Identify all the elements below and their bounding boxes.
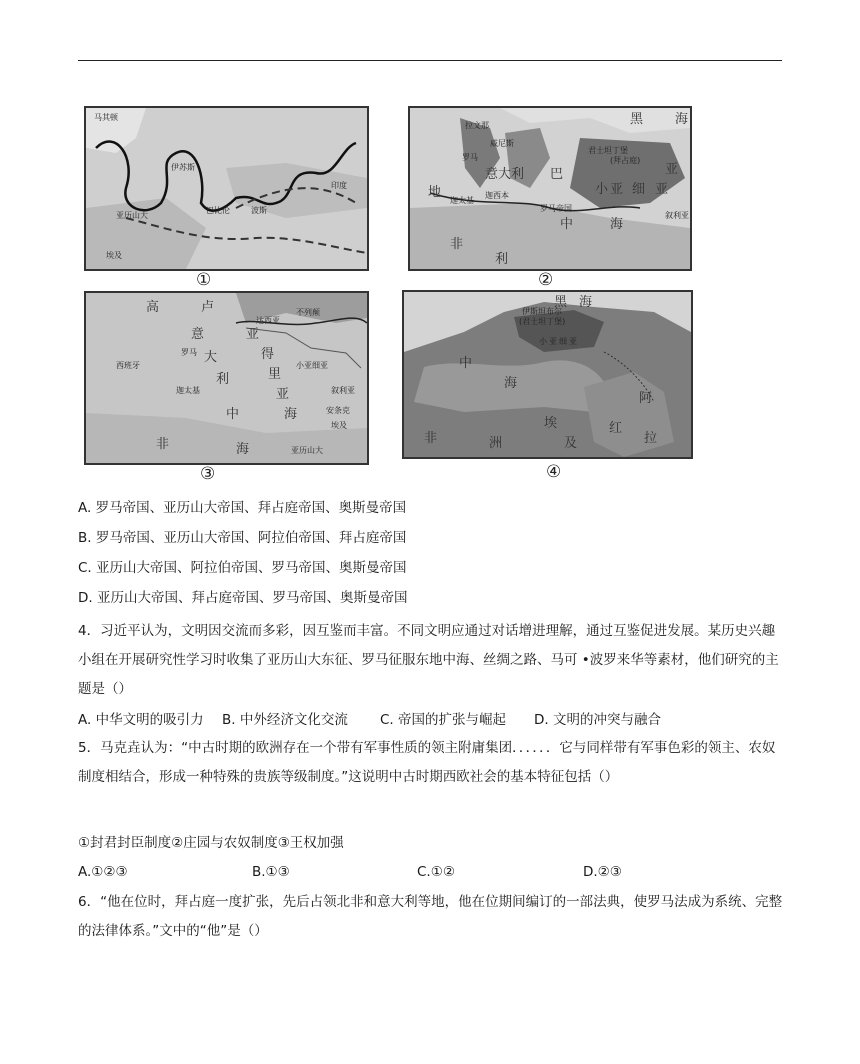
map-3-label: 西班牙	[116, 361, 140, 370]
map-2-label: 亚	[655, 182, 669, 197]
map-3-label: 亚	[276, 387, 290, 402]
map-2-label: 海	[675, 112, 689, 127]
map-3-label: 卢	[201, 300, 215, 315]
map-4-label: 海	[579, 295, 593, 310]
map-4-label: 中	[459, 356, 473, 371]
q3-option-a[interactable]: A. 罗马帝国、亚历山大帝国、拜占庭帝国、奥斯曼帝国	[78, 500, 407, 516]
map-4-label: 亚	[569, 337, 577, 346]
map-3-label: 亚历山大	[291, 446, 323, 455]
map-1-label: 伊苏斯	[171, 163, 195, 172]
map-4-label: 阿	[639, 391, 653, 406]
map-4-label: 伊斯坦布尔	[522, 307, 562, 316]
map-4-label: (君士坦丁堡)	[519, 317, 566, 326]
map-3-label: 大	[204, 350, 218, 365]
map-4-label: 亚	[549, 337, 557, 346]
q4-option-a[interactable]: A. 中华文明的吸引力	[78, 712, 204, 728]
map-2-label: 地	[428, 185, 442, 200]
map-3-label: 埃及	[331, 421, 347, 430]
map-2-label: 拉文那	[465, 121, 489, 130]
map-4-label: 非	[424, 431, 438, 446]
map-4-graphic	[404, 292, 691, 457]
map-3-label: 达西亚	[256, 316, 280, 325]
map-3-label: 非	[156, 437, 170, 452]
map-4-label: 细	[559, 337, 567, 346]
map-4-label: 埃	[544, 416, 558, 431]
map-2-label: 利	[495, 252, 509, 267]
map-3-label: 得	[261, 347, 275, 362]
map-1-label: 波斯	[251, 206, 267, 215]
map-3-label: 高	[146, 300, 160, 315]
q4-option-d[interactable]: D. 文明的冲突与融合	[534, 712, 661, 728]
map-4-number: ④	[546, 462, 562, 482]
map-1-label: 巴比伦	[206, 206, 230, 215]
map-2-label: 迦西本	[485, 191, 509, 200]
map-1-alexander-empire	[84, 106, 369, 271]
map-3-number: ③	[200, 464, 216, 484]
map-3-label: 海	[284, 407, 298, 422]
map-3-label: 罗马	[181, 348, 197, 357]
map-2-label: 黑	[630, 112, 644, 127]
map-2-label: 非	[450, 237, 464, 252]
map-4-label: 及	[564, 436, 578, 451]
map-3-label: 小亚细亚	[296, 361, 328, 370]
map-2-label: 威尼斯	[490, 139, 514, 148]
map-2-label: 中	[560, 217, 574, 232]
map-3-label: 里	[268, 367, 282, 382]
map-3-label: 不列颠	[296, 308, 320, 317]
map-1-label: 亚历山大	[116, 211, 148, 220]
header-rule	[78, 60, 782, 61]
map-4-label: 黑	[554, 295, 568, 310]
q3-option-c[interactable]: C. 亚历山大帝国、阿拉伯帝国、罗马帝国、奥斯曼帝国	[78, 560, 407, 576]
map-4-label: 红	[609, 421, 623, 436]
map-2-byzantine-empire	[408, 106, 692, 271]
map-3-label: 中	[226, 407, 240, 422]
map-2-label: 罗马帝国	[540, 204, 572, 213]
q3-option-d[interactable]: D. 亚历山大帝国、拜占庭帝国、罗马帝国、奥斯曼帝国	[78, 590, 408, 606]
map-3-roman-empire	[84, 291, 369, 465]
map-3-label: 安条克	[326, 406, 350, 415]
map-1-label: 马其顿	[94, 113, 118, 122]
q5-option-a[interactable]: A.①②③	[78, 864, 128, 880]
map-4-ottoman-empire	[402, 290, 693, 459]
q5-option-b[interactable]: B.①③	[252, 864, 290, 880]
map-4-label: 洲	[489, 436, 503, 451]
q5-option-c[interactable]: C.①②	[417, 864, 455, 880]
q5-stem: 5．马克垚认为：“中古时期的欧洲存在一个带有军事性质的领主附庸集团．．．．．．它与同样带有军事色彩的领主、农奴制度相结合，形成一种特殊的贵族等级制度。”这说明中古时期西欧社会的基本特征包括（）	[78, 740, 776, 785]
map-1-label: 埃及	[106, 251, 122, 260]
map-4-label: 拉	[644, 431, 658, 446]
map-2-label: 细	[632, 182, 646, 197]
map-2-label: 亚	[610, 182, 624, 197]
map-4-label: 小	[539, 337, 547, 346]
map-3-label: 海	[236, 442, 250, 457]
q5-option-d[interactable]: D.②③	[583, 864, 622, 880]
map-2-label: 意大利	[485, 167, 525, 182]
map-2-label: 君士坦丁堡	[588, 146, 628, 155]
q4-option-c[interactable]: C. 帝国的扩张与崛起	[380, 712, 507, 728]
q4-stem: 4．习近平认为，文明因交流而多彩，因互鉴而丰富。不同文明应通过对话增进理解，通过互鉴促进发展。某历史兴趣小组在开展研究性学习时收集了亚历山大东征、罗马征服东地中海、丝绸之路、马可 •波罗来华等素材，他们研究的主题是（）	[78, 623, 779, 697]
map-2-number: ②	[538, 270, 554, 290]
map-1-label: 印度	[331, 181, 347, 190]
map-2-label: 海	[610, 217, 624, 232]
map-1-number: ①	[196, 270, 212, 290]
map-2-label: 罗马	[462, 153, 478, 162]
map-3-label: 亚	[246, 327, 260, 342]
map-2-label: 亚	[665, 162, 679, 177]
map-3-label: 利	[216, 372, 230, 387]
map-2-label: (拜占庭)	[610, 156, 641, 165]
q3-option-b[interactable]: B. 罗马帝国、亚历山大帝国、阿拉伯帝国、拜占庭帝国	[78, 530, 407, 546]
q4-option-b[interactable]: B. 中外经济文化交流	[222, 712, 348, 728]
map-2-graphic	[410, 108, 690, 269]
map-2-label: 小	[595, 182, 609, 197]
map-3-label: 叙利亚	[331, 386, 355, 395]
map-2-label: 巴	[550, 167, 564, 182]
map-3-graphic	[86, 293, 367, 463]
q5-statements: ①封君封臣制度②庄园与农奴制度③王权加强	[78, 835, 344, 851]
map-2-label: 迦太基	[450, 196, 474, 205]
map-3-label: 迦太基	[176, 386, 200, 395]
map-2-label: 叙利亚	[665, 211, 689, 220]
map-3-label: 意	[191, 327, 205, 342]
map-4-label: 海	[504, 376, 518, 391]
map-1-graphic	[86, 108, 367, 269]
q6-stem: 6．“他在位时，拜占庭一度扩张，先后占领北非和意大利等地，他在位期间编订的一部法典，使罗马法成为系统、完整的法律体系。”文中的“他”是（）	[78, 894, 783, 939]
